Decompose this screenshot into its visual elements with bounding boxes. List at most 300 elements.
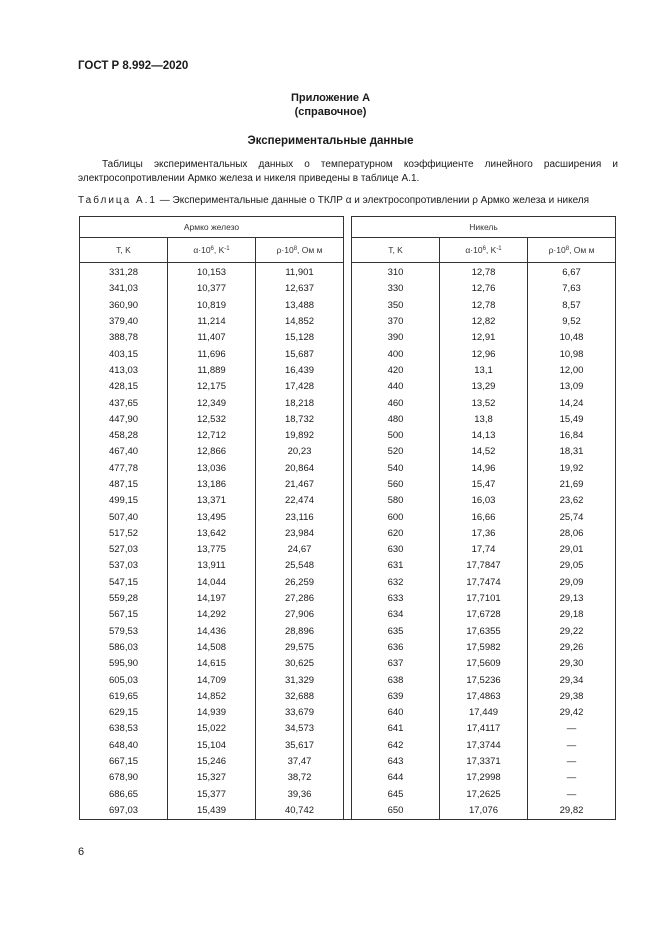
cell-nickel-t: 638 xyxy=(352,672,440,688)
cell-iron-rho: 12,637 xyxy=(256,281,344,297)
alpha-exponent: 6 xyxy=(482,246,486,252)
cell-nickel-t: 637 xyxy=(352,656,440,672)
cell-iron-alpha: 11,214 xyxy=(168,314,256,330)
column-gap xyxy=(344,656,352,672)
table-row xyxy=(80,721,616,737)
cell-iron-alpha: 14,197 xyxy=(168,591,256,607)
cell-iron-alpha: 13,186 xyxy=(168,477,256,493)
cell-iron-rho: 19,892 xyxy=(256,428,344,444)
cell-nickel-rho: 29,13 xyxy=(528,591,616,607)
column-gap xyxy=(344,738,352,754)
appendix-type: (справочное) xyxy=(294,106,367,118)
cell-nickel-alpha: 17,3744 xyxy=(440,738,528,754)
cell-iron-rho: 32,688 xyxy=(256,689,344,705)
cell-iron-alpha: 12,349 xyxy=(168,395,256,411)
cell-iron-t: 477,78 xyxy=(80,461,168,477)
cell-nickel-rho: 6,67 xyxy=(528,263,616,282)
cell-iron-t: 458,28 xyxy=(80,428,168,444)
cell-iron-t: 331,28 xyxy=(80,263,168,282)
table-row xyxy=(80,656,616,672)
cell-nickel-rho: 8,57 xyxy=(528,298,616,314)
column-header-iron-rho xyxy=(256,238,344,263)
cell-iron-alpha: 15,104 xyxy=(168,738,256,754)
cell-iron-rho: 20,23 xyxy=(256,444,344,460)
rho-symbol: ρ·10 xyxy=(548,245,566,255)
cell-nickel-t: 635 xyxy=(352,624,440,640)
cell-nickel-t: 500 xyxy=(352,428,440,444)
cell-nickel-alpha: 14,13 xyxy=(440,428,528,444)
cell-iron-t: 437,65 xyxy=(80,395,168,411)
table-row xyxy=(80,346,616,362)
cell-iron-alpha: 14,709 xyxy=(168,672,256,688)
alpha-symbol: α·10 xyxy=(193,245,211,255)
cell-nickel-alpha: 12,78 xyxy=(440,298,528,314)
cell-nickel-t: 620 xyxy=(352,526,440,542)
table-row xyxy=(80,263,616,282)
cell-nickel-rho: 29,42 xyxy=(528,705,616,721)
alpha-unit: , K xyxy=(485,245,497,255)
table-row xyxy=(80,330,616,346)
cell-nickel-alpha: 14,96 xyxy=(440,461,528,477)
group-header-iron: Армко железо xyxy=(80,217,344,238)
column-gap xyxy=(344,721,352,737)
cell-iron-rho: 33,679 xyxy=(256,705,344,721)
cell-iron-rho: 22,474 xyxy=(256,493,344,509)
cell-nickel-rho: 29,09 xyxy=(528,575,616,591)
cell-nickel-alpha: 13,52 xyxy=(440,395,528,411)
cell-nickel-rho: 29,05 xyxy=(528,558,616,574)
cell-iron-alpha: 15,439 xyxy=(168,803,256,820)
table-row xyxy=(80,509,616,525)
cell-iron-rho: 15,128 xyxy=(256,330,344,346)
cell-nickel-alpha: 17,7474 xyxy=(440,575,528,591)
cell-iron-alpha: 13,911 xyxy=(168,558,256,574)
table-row xyxy=(80,298,616,314)
cell-nickel-t: 460 xyxy=(352,395,440,411)
column-gap xyxy=(344,314,352,330)
column-gap xyxy=(344,526,352,542)
cell-iron-alpha: 13,036 xyxy=(168,461,256,477)
table-row xyxy=(80,803,616,820)
cell-iron-t: 697,03 xyxy=(80,803,168,820)
cell-iron-t: 638,53 xyxy=(80,721,168,737)
cell-nickel-t: 642 xyxy=(352,738,440,754)
cell-nickel-alpha: 12,78 xyxy=(440,263,528,282)
cell-nickel-t: 645 xyxy=(352,787,440,803)
cell-iron-rho: 24,67 xyxy=(256,542,344,558)
cell-nickel-t: 390 xyxy=(352,330,440,346)
cell-nickel-alpha: 12,91 xyxy=(440,330,528,346)
cell-iron-t: 559,28 xyxy=(80,591,168,607)
cell-iron-alpha: 13,495 xyxy=(168,509,256,525)
column-gap xyxy=(344,346,352,362)
cell-nickel-rho: 29,22 xyxy=(528,624,616,640)
cell-nickel-alpha: 17,4117 xyxy=(440,721,528,737)
column-gap xyxy=(344,689,352,705)
column-gap xyxy=(344,412,352,428)
cell-iron-rho: 13,488 xyxy=(256,298,344,314)
column-gap xyxy=(344,217,352,238)
cell-nickel-t: 580 xyxy=(352,493,440,509)
column-gap xyxy=(344,575,352,591)
cell-nickel-rho: 16,84 xyxy=(528,428,616,444)
table-row xyxy=(80,461,616,477)
column-header-nickel-alpha xyxy=(440,238,528,263)
cell-nickel-rho: 15,49 xyxy=(528,412,616,428)
cell-nickel-t: 400 xyxy=(352,346,440,362)
cell-nickel-alpha: 17,2625 xyxy=(440,787,528,803)
column-gap xyxy=(344,395,352,411)
cell-nickel-rho: 29,82 xyxy=(528,803,616,820)
cell-iron-t: 507,40 xyxy=(80,509,168,525)
table-row xyxy=(80,477,616,493)
cell-iron-alpha: 14,436 xyxy=(168,624,256,640)
cell-nickel-t: 560 xyxy=(352,477,440,493)
appendix-title: Приложение А xyxy=(290,92,371,104)
table-row xyxy=(80,558,616,574)
rho-exponent: 8 xyxy=(565,246,570,252)
cell-iron-alpha: 15,246 xyxy=(168,754,256,770)
alpha-symbol: α·10 xyxy=(465,245,483,255)
cell-nickel-rho: 10,98 xyxy=(528,346,616,362)
cell-nickel-t: 480 xyxy=(352,412,440,428)
cell-nickel-alpha: 16,03 xyxy=(440,493,528,509)
table-row xyxy=(80,672,616,688)
cell-iron-t: 648,40 xyxy=(80,738,168,754)
intro-paragraph: Таблицы экспериментальных данных о температурном коэффициенте линейного расширения и электросопротивлении Армко железа и никеля приведены в таблице А.1. xyxy=(78,159,618,184)
cell-iron-rho: 37,47 xyxy=(256,754,344,770)
group-header-nickel: Никель xyxy=(352,217,616,238)
cell-iron-t: 413,03 xyxy=(80,363,168,379)
cell-iron-t: 499,15 xyxy=(80,493,168,509)
cell-iron-t: 667,15 xyxy=(80,754,168,770)
table-row xyxy=(80,412,616,428)
column-gap xyxy=(344,428,352,444)
table-row xyxy=(80,770,616,786)
cell-nickel-t: 420 xyxy=(352,363,440,379)
cell-nickel-alpha: 17,2998 xyxy=(440,770,528,786)
cell-iron-t: 567,15 xyxy=(80,607,168,623)
cell-nickel-alpha: 17,449 xyxy=(440,705,528,721)
cell-iron-rho: 28,896 xyxy=(256,624,344,640)
cell-iron-rho: 17,428 xyxy=(256,379,344,395)
table-row xyxy=(80,787,616,803)
cell-iron-rho: 35,617 xyxy=(256,738,344,754)
cell-iron-alpha: 15,327 xyxy=(168,770,256,786)
cell-iron-alpha: 13,775 xyxy=(168,542,256,558)
table-row xyxy=(80,363,616,379)
cell-nickel-t: 330 xyxy=(352,281,440,297)
cell-nickel-t: 310 xyxy=(352,263,440,282)
column-gap xyxy=(344,363,352,379)
cell-iron-alpha: 11,696 xyxy=(168,346,256,362)
cell-iron-t: 341,03 xyxy=(80,281,168,297)
column-gap xyxy=(344,754,352,770)
rho-symbol: ρ·10 xyxy=(276,245,294,255)
column-header-nickel-rho xyxy=(528,238,616,263)
table-row xyxy=(80,526,616,542)
cell-nickel-rho: 29,18 xyxy=(528,607,616,623)
cell-iron-alpha: 11,889 xyxy=(168,363,256,379)
cell-nickel-t: 440 xyxy=(352,379,440,395)
cell-nickel-rho: 29,26 xyxy=(528,640,616,656)
table-caption-text: — Экспериментальные данные о ТКЛР α и электросопротивлении ρ Армко железа и никеля xyxy=(157,195,590,206)
cell-nickel-t: 600 xyxy=(352,509,440,525)
alpha-unit-exponent: -1 xyxy=(496,246,502,252)
cell-iron-rho: 14,852 xyxy=(256,314,344,330)
column-gap xyxy=(344,591,352,607)
cell-nickel-rho: 18,31 xyxy=(528,444,616,460)
cell-nickel-alpha: 12,96 xyxy=(440,346,528,362)
column-gap xyxy=(344,803,352,820)
cell-nickel-t: 631 xyxy=(352,558,440,574)
cell-iron-t: 595,90 xyxy=(80,656,168,672)
cell-nickel-alpha: 16,66 xyxy=(440,509,528,525)
cell-nickel-alpha: 14,52 xyxy=(440,444,528,460)
cell-nickel-rho: — xyxy=(528,721,616,737)
cell-nickel-alpha: 17,6728 xyxy=(440,607,528,623)
column-gap xyxy=(344,672,352,688)
column-gap xyxy=(344,330,352,346)
column-gap xyxy=(344,461,352,477)
table-row xyxy=(80,738,616,754)
page-number: 6 xyxy=(78,846,85,858)
cell-nickel-t: 636 xyxy=(352,640,440,656)
cell-nickel-rho: 25,74 xyxy=(528,509,616,525)
cell-nickel-rho: — xyxy=(528,754,616,770)
cell-iron-t: 467,40 xyxy=(80,444,168,460)
cell-nickel-t: 632 xyxy=(352,575,440,591)
cell-iron-t: 388,78 xyxy=(80,330,168,346)
table-row xyxy=(80,542,616,558)
cell-nickel-alpha: 17,5982 xyxy=(440,640,528,656)
cell-nickel-alpha: 17,3371 xyxy=(440,754,528,770)
cell-nickel-t: 640 xyxy=(352,705,440,721)
cell-nickel-t: 540 xyxy=(352,461,440,477)
cell-nickel-alpha: 17,5609 xyxy=(440,656,528,672)
cell-iron-rho: 23,984 xyxy=(256,526,344,542)
column-gap xyxy=(344,624,352,640)
cell-iron-rho: 27,286 xyxy=(256,591,344,607)
cell-iron-alpha: 14,508 xyxy=(168,640,256,656)
cell-nickel-alpha: 17,36 xyxy=(440,526,528,542)
cell-nickel-alpha: 12,76 xyxy=(440,281,528,297)
column-header-iron-t xyxy=(80,238,168,263)
cell-iron-t: 379,40 xyxy=(80,314,168,330)
column-gap xyxy=(344,787,352,803)
cell-iron-rho: 26,259 xyxy=(256,575,344,591)
column-gap xyxy=(344,263,352,282)
rho-exponent: 8 xyxy=(293,246,298,252)
cell-iron-alpha: 10,819 xyxy=(168,298,256,314)
table-row xyxy=(80,591,616,607)
rho-unit: , Ом м xyxy=(297,245,323,255)
column-gap xyxy=(344,640,352,656)
cell-iron-alpha: 12,532 xyxy=(168,412,256,428)
cell-iron-rho: 23,116 xyxy=(256,509,344,525)
cell-nickel-rho: 29,01 xyxy=(528,542,616,558)
cell-iron-alpha: 14,615 xyxy=(168,656,256,672)
cell-iron-alpha: 15,022 xyxy=(168,721,256,737)
column-gap xyxy=(344,477,352,493)
cell-iron-rho: 40,742 xyxy=(256,803,344,820)
cell-iron-t: 678,90 xyxy=(80,770,168,786)
cell-iron-alpha: 10,377 xyxy=(168,281,256,297)
cell-iron-t: 537,03 xyxy=(80,558,168,574)
cell-iron-t: 517,52 xyxy=(80,526,168,542)
cell-nickel-rho: — xyxy=(528,770,616,786)
cell-iron-rho: 21,467 xyxy=(256,477,344,493)
cell-iron-alpha: 11,407 xyxy=(168,330,256,346)
cell-nickel-rho: 29,38 xyxy=(528,689,616,705)
cell-nickel-t: 630 xyxy=(352,542,440,558)
cell-iron-alpha: 15,377 xyxy=(168,787,256,803)
cell-iron-rho: 15,687 xyxy=(256,346,344,362)
cell-iron-rho: 38,72 xyxy=(256,770,344,786)
cell-iron-rho: 39,36 xyxy=(256,787,344,803)
cell-iron-alpha: 12,712 xyxy=(168,428,256,444)
cell-iron-rho: 30,625 xyxy=(256,656,344,672)
cell-nickel-alpha: 13,1 xyxy=(440,363,528,379)
t-label: T, K xyxy=(116,245,131,255)
table-row xyxy=(80,379,616,395)
cell-iron-t: 403,15 xyxy=(80,346,168,362)
cell-nickel-rho: 13,09 xyxy=(528,379,616,395)
cell-nickel-t: 350 xyxy=(352,298,440,314)
cell-iron-t: 579,53 xyxy=(80,624,168,640)
table-row xyxy=(80,607,616,623)
table-caption xyxy=(78,195,618,206)
column-header-iron-alpha xyxy=(168,238,256,263)
cell-nickel-alpha: 17,74 xyxy=(440,542,528,558)
cell-iron-rho: 18,732 xyxy=(256,412,344,428)
cell-iron-rho: 16,439 xyxy=(256,363,344,379)
cell-nickel-alpha: 17,7847 xyxy=(440,558,528,574)
cell-iron-alpha: 12,175 xyxy=(168,379,256,395)
cell-iron-alpha: 14,852 xyxy=(168,689,256,705)
cell-iron-t: 428,15 xyxy=(80,379,168,395)
cell-nickel-alpha: 17,076 xyxy=(440,803,528,820)
cell-iron-alpha: 13,642 xyxy=(168,526,256,542)
cell-iron-rho: 20,864 xyxy=(256,461,344,477)
table-row xyxy=(80,281,616,297)
cell-iron-t: 360,90 xyxy=(80,298,168,314)
column-gap xyxy=(344,444,352,460)
cell-nickel-rho: 9,52 xyxy=(528,314,616,330)
table-row xyxy=(80,754,616,770)
cell-iron-t: 605,03 xyxy=(80,672,168,688)
alpha-unit: , K xyxy=(213,245,225,255)
cell-nickel-rho: 19,92 xyxy=(528,461,616,477)
cell-iron-t: 547,15 xyxy=(80,575,168,591)
column-gap xyxy=(344,558,352,574)
data-table xyxy=(79,216,616,820)
table-row xyxy=(80,314,616,330)
cell-iron-t: 619,65 xyxy=(80,689,168,705)
cell-iron-alpha: 14,044 xyxy=(168,575,256,591)
cell-iron-alpha: 12,866 xyxy=(168,444,256,460)
table-row xyxy=(80,640,616,656)
cell-nickel-alpha: 13,29 xyxy=(440,379,528,395)
appendix-heading xyxy=(0,91,661,119)
cell-iron-t: 686,65 xyxy=(80,787,168,803)
table-body xyxy=(80,263,616,820)
cell-iron-rho: 31,329 xyxy=(256,672,344,688)
table-row xyxy=(80,624,616,640)
cell-nickel-t: 650 xyxy=(352,803,440,820)
column-gap xyxy=(344,298,352,314)
cell-iron-t: 447,90 xyxy=(80,412,168,428)
cell-nickel-rho: 23,62 xyxy=(528,493,616,509)
cell-iron-rho: 18,218 xyxy=(256,395,344,411)
cell-nickel-alpha: 17,4863 xyxy=(440,689,528,705)
cell-nickel-alpha: 17,7101 xyxy=(440,591,528,607)
cell-nickel-t: 643 xyxy=(352,754,440,770)
cell-iron-rho: 25,548 xyxy=(256,558,344,574)
cell-nickel-alpha: 17,5236 xyxy=(440,672,528,688)
cell-iron-rho: 34,573 xyxy=(256,721,344,737)
cell-nickel-alpha: 12,82 xyxy=(440,314,528,330)
cell-nickel-rho: 28,06 xyxy=(528,526,616,542)
cell-nickel-rho: — xyxy=(528,787,616,803)
column-header-row xyxy=(80,238,616,263)
cell-nickel-alpha: 15,47 xyxy=(440,477,528,493)
t-label: T, K xyxy=(388,245,403,255)
cell-nickel-t: 644 xyxy=(352,770,440,786)
table-caption-prefix: Таблица А.1 xyxy=(78,195,157,206)
cell-nickel-rho: 29,34 xyxy=(528,672,616,688)
column-gap xyxy=(344,509,352,525)
cell-iron-alpha: 10,153 xyxy=(168,263,256,282)
table-row xyxy=(80,493,616,509)
cell-nickel-t: 633 xyxy=(352,591,440,607)
cell-nickel-rho: 10,48 xyxy=(528,330,616,346)
cell-nickel-rho: 29,30 xyxy=(528,656,616,672)
table-row xyxy=(80,395,616,411)
standard-header: ГОСТ Р 8.992—2020 xyxy=(78,60,189,72)
cell-iron-alpha: 13,371 xyxy=(168,493,256,509)
cell-nickel-t: 641 xyxy=(352,721,440,737)
column-gap xyxy=(344,705,352,721)
rho-unit: , Ом м xyxy=(569,245,595,255)
column-header-nickel-t xyxy=(352,238,440,263)
cell-iron-rho: 11,901 xyxy=(256,263,344,282)
table-row xyxy=(80,444,616,460)
column-gap xyxy=(344,379,352,395)
table-row xyxy=(80,689,616,705)
cell-nickel-rho: — xyxy=(528,738,616,754)
alpha-exponent: 6 xyxy=(210,246,214,252)
cell-iron-t: 487,15 xyxy=(80,477,168,493)
section-title: Экспериментальные данные xyxy=(247,135,414,147)
cell-iron-t: 629,15 xyxy=(80,705,168,721)
cell-nickel-alpha: 13,8 xyxy=(440,412,528,428)
cell-nickel-rho: 7,63 xyxy=(528,281,616,297)
cell-iron-t: 586,03 xyxy=(80,640,168,656)
cell-nickel-t: 520 xyxy=(352,444,440,460)
column-gap xyxy=(344,281,352,297)
column-gap xyxy=(344,493,352,509)
group-header-row xyxy=(80,217,616,238)
table-row xyxy=(80,705,616,721)
cell-iron-rho: 27,906 xyxy=(256,607,344,623)
cell-nickel-rho: 12,00 xyxy=(528,363,616,379)
cell-nickel-rho: 14,24 xyxy=(528,395,616,411)
column-gap xyxy=(344,238,352,263)
alpha-unit-exponent: -1 xyxy=(224,246,230,252)
cell-nickel-t: 639 xyxy=(352,689,440,705)
cell-nickel-rho: 21,69 xyxy=(528,477,616,493)
